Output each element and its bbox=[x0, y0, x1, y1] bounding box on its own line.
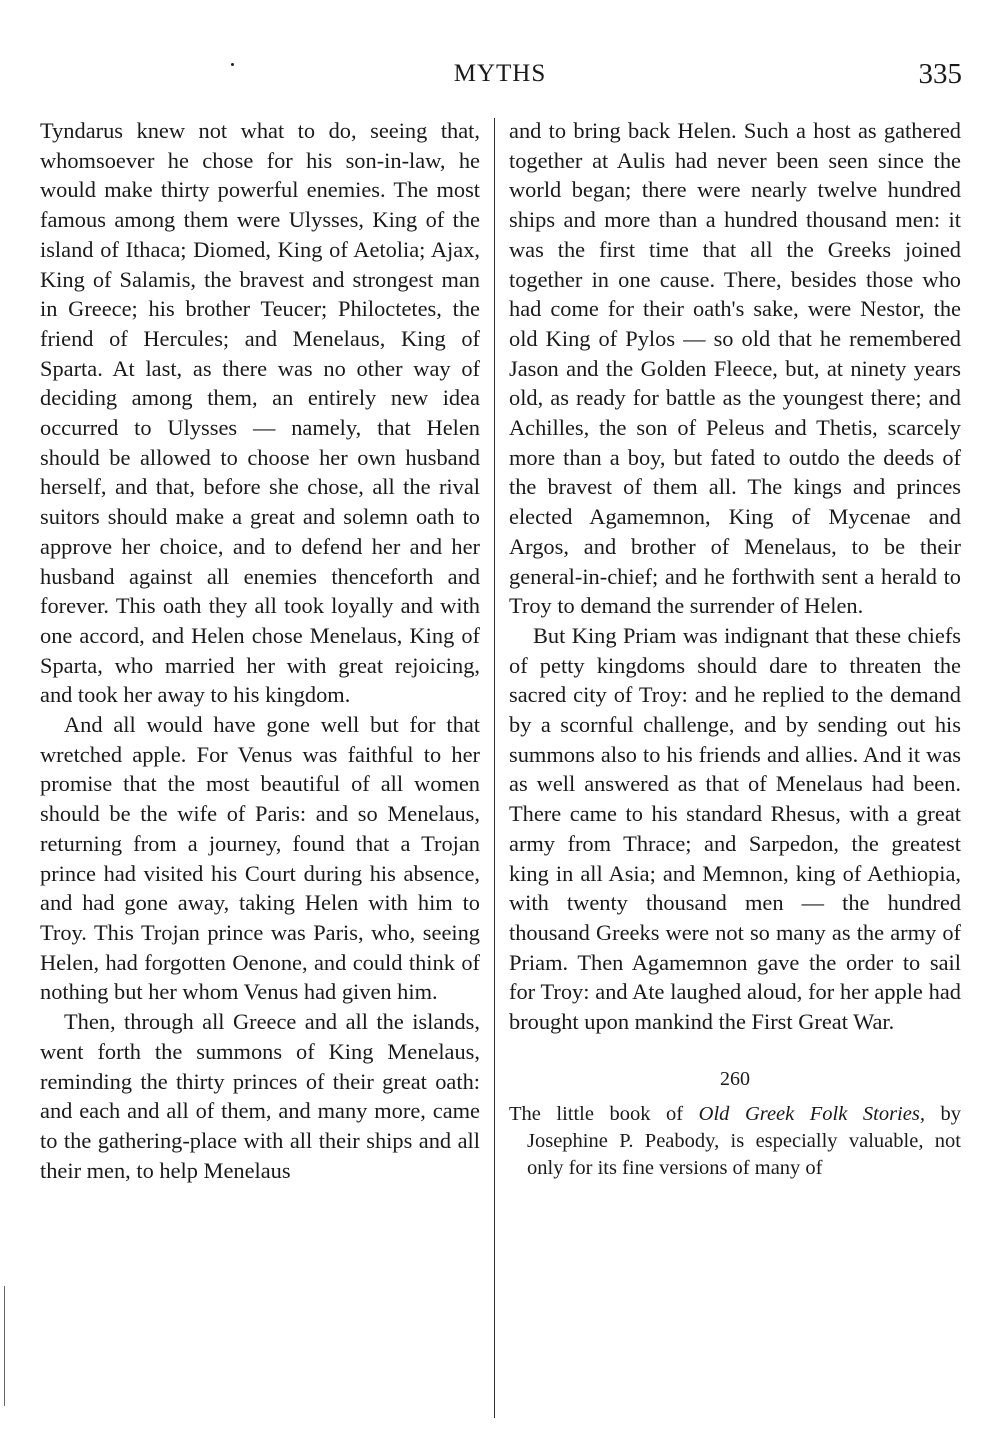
footnote-text-after: by Josephine P. Peabody, is especially valuable, not only for its fine versions of many of bbox=[527, 1102, 961, 1179]
paragraph: But King Priam was indignant that these chiefs of petty kingdoms should dare to threaten the sacred city of Troy: and he replied to the demand by a scornful challenge, and by sending out his summons also to his friends and allies. And it was as well answered as that of Menelaus had been. There came to his standard Rhesus, with a great army from Thrace; and Sarpedon, the greatest king in all Asia; and Memnon, king of Aethiopia, with twenty thousand men — the hundred thousand Greeks were not so many as the army of Priam. Then Agamemnon gave the order to sail for Troy: and Ate laughed aloud, for her apple had brought upon mankind the First Great War. bbox=[509, 622, 961, 1035]
running-head bbox=[0, 58, 1000, 98]
page-number: 335 bbox=[918, 58, 962, 90]
right-column bbox=[509, 116, 961, 1182]
paragraph: Then, through all Greece and all the islands, went forth the summons of King Menelaus, reminding the thirty princes of their great oath: and each and all of them, and many more, came to the gathering-place with all their ships and all their men, to help Menelaus bbox=[40, 1009, 480, 1183]
footnote-number: 260 bbox=[720, 1067, 750, 1090]
footnote bbox=[509, 1101, 961, 1182]
left-column bbox=[40, 116, 480, 1185]
running-title: MYTHS bbox=[453, 60, 547, 87]
footnote-text-before: The little book of bbox=[509, 1102, 699, 1125]
paragraph: And all would have gone well but for that wretched apple. For Venus was faithful to her promise that the most beautiful of all women should be the wife of Paris: and so Menelaus, returning from a journey, found that a Trojan prince had visited his Court during his absence, and had gone away, taking Helen with him to Troy. This Trojan prince was Paris, who, seeing Helen, had forgotten Oenone, and could think of nothing but her whom Venus had given him. bbox=[40, 712, 480, 1005]
paragraph: and to bring back Helen. Such a host as gathered together at Aulis had never been seen since the world began; there were nearly twelve hundred ships and more than a hundred thousand men: it was the first time that all the Greeks joined together in one cause. There, besides those who had come for their oath's sake, were Nestor, the old King of Pylos — so old that he remembered Jason and the Golden Fleece, but, at ninety years old, as ready for battle as the youngest there; and Achilles, the son of Peleus and Thetis, scarcely more than a boy, but fated to outdo the deeds of the bravest of them all. The kings and princes elected Agamemnon, King of Mycenae and Argos, and brother of Menelaus, to be their general-in-chief; and he forthwith sent a herald to Troy to demand the surrender of Helen. bbox=[509, 118, 961, 619]
paragraph: Tyndarus knew not what to do, seeing that, whomsoever he chose for his son-in-law, he would make thirty powerful enemies. The most famous among them were Ulysses, King of the island of Ithaca; Diomed, King of Aetolia; Ajax, King of Salamis, the bravest and strongest man in Greece; his brother Teucer; Philoctetes, the friend of Hercules; and Menelaus, King of Sparta. At last, as there was no other way of deciding among them, an entirely new idea occurred to Ulysses — namely, that Helen should be allowed to choose her own husband herself, and that, before she chose, all the rival suitors should make a great and solemn oath to approve her choice, and to defend her and her husband against all enemies thenceforth and forever. This oath they all took loyally and with one accord, and Helen chose Menelaus, King of Sparta, who married her with great rejoicing, and took her away to his kingdom. bbox=[40, 118, 480, 708]
footnote-book-title: Old Greek Folk Stories, bbox=[698, 1102, 925, 1125]
margin-mark bbox=[4, 1286, 5, 1406]
column-divider bbox=[494, 118, 495, 1418]
